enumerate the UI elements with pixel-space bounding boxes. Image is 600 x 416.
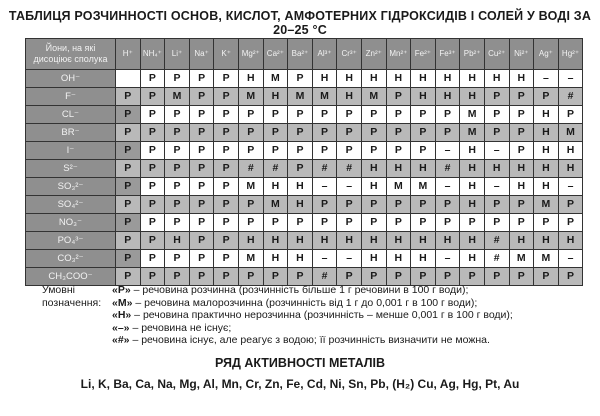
solubility-cell: # [238,160,263,178]
solubility-cell: – [558,250,583,268]
solubility-cell: Р [214,124,239,142]
legend-text: – речовина розчинна (розчинність більше 1 г речовини в 100 г води); [130,284,469,296]
solubility-cell: – [337,250,362,268]
solubility-cell: # [558,88,583,106]
cation-header: Zn²⁺ [361,39,386,70]
solubility-cell: Н [386,250,411,268]
cation-header: Fe²⁺ [411,39,436,70]
solubility-cell: – [484,178,509,196]
solubility-cell: Р [288,124,313,142]
solubility-cell: М [558,124,583,142]
solubility-cell: Н [263,178,288,196]
solubility-cell: Р [361,196,386,214]
solubility-cell: Р [116,124,141,142]
solubility-cell: Р [189,178,214,196]
solubility-cell: Р [214,196,239,214]
solubility-cell: Н [484,70,509,88]
solubility-cell: Р [116,160,141,178]
solubility-cell: М [534,250,559,268]
solubility-cell: Н [288,178,313,196]
solubility-cell: Р [165,214,190,232]
cation-header: Cr³⁺ [337,39,362,70]
solubility-cell: Р [361,106,386,124]
solubility-cell: Н [558,142,583,160]
solubility-cell: Р [288,70,313,88]
solubility-cell: Н [534,142,559,160]
solubility-cell: Р [238,214,263,232]
legend-text: – речовина малорозчинна (розчинність від 1 г до 0,001 г в 100 г води); [132,296,478,309]
table-header-row [26,39,583,70]
solubility-cell: Р [411,106,436,124]
solubility-cell: – [558,70,583,88]
solubility-cell: Р [558,196,583,214]
solubility-cell: Р [509,268,534,286]
solubility-cell: М [165,88,190,106]
solubility-cell: # [312,268,337,286]
solubility-cell: # [484,232,509,250]
legend-text: – речовина не існує; [129,321,232,334]
solubility-cell: Р [214,178,239,196]
solubility-cell: Н [386,160,411,178]
anion-label: S²⁻ [26,160,116,178]
solubility-cell: Р [140,196,165,214]
solubility-cell: Н [534,160,559,178]
cation-header: Li⁺ [165,39,190,70]
solubility-cell: # [312,160,337,178]
solubility-cell: Н [460,142,485,160]
solubility-cell: Р [140,142,165,160]
solubility-cell: Р [288,106,313,124]
solubility-cell: Н [411,70,436,88]
solubility-cell: Р [558,214,583,232]
solubility-cell: Р [140,232,165,250]
solubility-cell: Р [484,124,509,142]
solubility-cell: М [263,196,288,214]
solubility-cell: Н [534,178,559,196]
solubility-cell: Н [361,160,386,178]
solubility-cell: Р [214,106,239,124]
solubility-cell: Н [386,70,411,88]
solubility-cell: Р [214,88,239,106]
solubility-cell: Р [288,268,313,286]
solubility-cell: Р [361,268,386,286]
solubility-cell: Р [386,124,411,142]
solubility-cell: Р [116,178,141,196]
activity-series-title: РЯД АКТИВНОСТІ МЕТАЛІВ [214,356,386,370]
solubility-cell: Р [116,106,141,124]
solubility-cell: Р [509,214,534,232]
anion-label: CL⁻ [26,106,116,124]
solubility-cell: Р [140,124,165,142]
solubility-cell: – [337,178,362,196]
solubility-cell: Р [558,268,583,286]
solubility-cell: Н [411,232,436,250]
solubility-cell: Н [312,70,337,88]
anion-label: OH⁻ [26,70,116,88]
solubility-cell: Р [189,250,214,268]
solubility-cell: Р [189,160,214,178]
solubility-cell: Р [263,214,288,232]
solubility-cell: Р [140,214,165,232]
solubility-cell: Р [140,106,165,124]
solubility-cell: Н [460,88,485,106]
table-row [26,214,583,232]
solubility-cell: Р [140,160,165,178]
solubility-cell: Р [116,196,141,214]
solubility-cell: Р [263,268,288,286]
solubility-cell: Р [337,142,362,160]
solubility-cell: М [238,250,263,268]
solubility-cell: Н [411,250,436,268]
solubility-cell: Р [386,268,411,286]
solubility-cell: Р [189,196,214,214]
legend-symbol: «Р» [112,284,131,296]
solubility-cell: – [435,250,460,268]
solubility-cell: Р [189,70,214,88]
solubility-cell: Р [484,196,509,214]
table-row [26,178,583,196]
solubility-cell: Н [361,70,386,88]
anion-label: NO₃⁻ [26,214,116,232]
solubility-cell: Н [534,106,559,124]
solubility-cell: Р [411,196,436,214]
solubility-cell: Н [386,232,411,250]
anion-label: PO₄³⁻ [26,232,116,250]
cation-header: Ag⁺ [534,39,559,70]
solubility-cell: # [263,160,288,178]
solubility-cell: Р [312,124,337,142]
solubility-cell: Р [214,70,239,88]
solubility-cell: Р [312,142,337,160]
table-row [26,232,583,250]
solubility-cell: Р [337,196,362,214]
solubility-cell: Р [337,268,362,286]
solubility-cell: Р [386,214,411,232]
legend-symbol: «–» [112,321,130,334]
solubility-cell: Р [165,142,190,160]
legend-items [112,284,552,347]
solubility-cell: Н [460,196,485,214]
solubility-cell: Р [116,268,141,286]
solubility-cell: Р [288,160,313,178]
solubility-cell: Р [411,214,436,232]
solubility-cell: М [312,88,337,106]
solubility-cell: Н [263,250,288,268]
solubility-cell: Н [484,160,509,178]
solubility-cell: Н [509,178,534,196]
solubility-cell: Р [312,214,337,232]
solubility-cell: Н [238,232,263,250]
solubility-cell: Р [460,268,485,286]
solubility-cell: Н [558,232,583,250]
solubility-cell: Р [116,142,141,160]
solubility-cell: – [484,142,509,160]
solubility-cell: Н [509,70,534,88]
solubility-cell: М [263,70,288,88]
solubility-cell: Р [509,106,534,124]
anion-label: F⁻ [26,88,116,106]
table-row [26,124,583,142]
solubility-cell: Р [238,268,263,286]
page-title: ТАБЛИЦЯ РОЗЧИННОСТІ ОСНОВ, КИСЛОТ, АМФОТЕРНИХ ГІДРОКСИДІВ І СОЛЕЙ У ВОДІ ЗА 20–25 °С [8,9,592,37]
solubility-cell: Р [238,196,263,214]
solubility-cell: Н [337,232,362,250]
cation-header: Pb²⁺ [460,39,485,70]
solubility-cell: Н [361,232,386,250]
cation-header: Ca²⁺ [263,39,288,70]
solubility-cell: Р [484,268,509,286]
solubility-cell: Р [411,124,436,142]
solubility-cell: М [288,88,313,106]
solubility-cell: Р [312,196,337,214]
solubility-cell: М [460,106,485,124]
legend-text: – речовина існує, але реагує з водою; її розчинність визначити не можна. [129,334,490,346]
solubility-cell: Р [214,160,239,178]
solubility-cell: Н [509,232,534,250]
solubility-cell: Р [214,232,239,250]
anion-label: SO₃²⁻ [26,178,116,196]
solubility-cell: Р [189,268,214,286]
solubility-cell: Р [189,214,214,232]
legend-item [112,334,552,347]
legend-label: Умовні позначення: [42,284,102,309]
solubility-cell: Н [288,250,313,268]
solubility-cell: Р [361,124,386,142]
solubility-cell: Р [165,70,190,88]
table-row [26,160,583,178]
cation-header: Mg²⁺ [238,39,263,70]
solubility-cell: Р [116,250,141,268]
solubility-cell [116,70,141,88]
solubility-cell: Н [263,88,288,106]
solubility-cell: Р [165,124,190,142]
solubility-cell: Н [361,178,386,196]
solubility-cell: М [386,178,411,196]
solubility-cell: Р [189,232,214,250]
solubility-cell: М [509,250,534,268]
cation-header: NH₄⁺ [140,39,165,70]
solubility-cell: Р [386,106,411,124]
solubility-cell: Н [558,160,583,178]
solubility-cell: Н [435,232,460,250]
solubility-cell: Р [288,142,313,160]
solubility-cell: Р [165,106,190,124]
solubility-cell: Н [288,196,313,214]
solubility-cell: Р [386,88,411,106]
legend-text: – речовина практично нерозчинна (розчинність – менше 0,001 г в 100 г води); [131,309,513,321]
legend-item [112,284,552,297]
table-corner-label: Йони, на які дисоціює сполука [26,39,116,70]
cation-header: Hg²⁺ [558,39,583,70]
cation-header: Na⁺ [189,39,214,70]
solubility-cell: Р [361,142,386,160]
solubility-cell: Н [509,160,534,178]
solubility-cell: Р [435,124,460,142]
solubility-cell: Н [460,250,485,268]
solubility-cell: # [337,160,362,178]
solubility-cell: Р [534,268,559,286]
solubility-cell: Р [214,250,239,268]
solubility-cell: Р [337,214,362,232]
solubility-cell: Р [460,214,485,232]
table-row [26,106,583,124]
solubility-cell: Р [238,106,263,124]
solubility-cell: Р [558,106,583,124]
solubility-cell: М [411,178,436,196]
solubility-cell: Р [214,214,239,232]
solubility-cell: Н [435,70,460,88]
solubility-cell: Р [534,88,559,106]
solubility-cell: Н [534,232,559,250]
solubility-cell: Н [460,178,485,196]
solubility-cell: Р [238,124,263,142]
solubility-cell: М [460,124,485,142]
solubility-cell: Р [238,142,263,160]
cation-header: Mn²⁺ [386,39,411,70]
solubility-cell: Р [214,142,239,160]
solubility-cell: Р [214,268,239,286]
solubility-cell: Р [189,142,214,160]
anion-label: CO₃²⁻ [26,250,116,268]
solubility-cell: Р [263,106,288,124]
solubility-cell: Р [337,124,362,142]
solubility-cell: М [238,178,263,196]
table-row [26,142,583,160]
solubility-cell: Н [460,70,485,88]
table-row [26,70,583,88]
solubility-cell: Р [263,142,288,160]
solubility-cell: Р [140,268,165,286]
cation-header: Ni²⁺ [509,39,534,70]
cation-header: Al³⁺ [312,39,337,70]
cation-header: Cu²⁺ [484,39,509,70]
solubility-cell: # [484,250,509,268]
solubility-cell: Н [337,70,362,88]
solubility-cell: Р [386,196,411,214]
solubility-cell: Р [288,214,313,232]
solubility-cell: Н [460,160,485,178]
table-row [26,268,583,286]
solubility-cell: Н [460,232,485,250]
solubility-cell: Р [165,196,190,214]
solubility-cell: Н [534,124,559,142]
table-row [26,196,583,214]
solubility-cell: Р [140,70,165,88]
activity-series: Li, K, Ba, Ca, Na, Mg, Al, Mn, Cr, Zn, Fe, Cd, Ni, Sn, Pb, (H₂) Cu, Ag, Hg, Pt, Au [80,377,520,391]
cation-header: Fe³⁺ [435,39,460,70]
solubility-cell: Н [263,232,288,250]
solubility-cell: Н [435,88,460,106]
solubility-cell: Р [189,106,214,124]
solubility-cell: Р [509,124,534,142]
solubility-cell: Н [238,70,263,88]
solubility-table [25,38,583,286]
solubility-cell: Р [140,178,165,196]
solubility-cell: Р [411,142,436,160]
anion-label: BR⁻ [26,124,116,142]
solubility-cell: – [558,178,583,196]
cation-header: K⁺ [214,39,239,70]
solubility-cell: Р [509,142,534,160]
solubility-cell: Р [509,196,534,214]
solubility-cell: – [435,142,460,160]
solubility-cell: – [312,250,337,268]
solubility-cell: Р [116,88,141,106]
anion-label: SO₄²⁻ [26,196,116,214]
solubility-cell: – [312,178,337,196]
legend-symbol: «М» [112,296,133,309]
table-row [26,88,583,106]
solubility-cell: Р [484,214,509,232]
solubility-cell: Н [361,250,386,268]
solubility-cell: Н [411,88,436,106]
legend-item [112,297,552,310]
solubility-cell: Р [435,106,460,124]
solubility-cell: М [238,88,263,106]
solubility-cell: Н [165,232,190,250]
solubility-cell: – [435,178,460,196]
solubility-cell: Р [116,232,141,250]
solubility-cell: Р [189,88,214,106]
solubility-cell: Р [435,268,460,286]
legend-symbol: «Н» [112,309,132,321]
cation-header: Ba²⁺ [288,39,313,70]
solubility-cell: Р [165,250,190,268]
solubility-cell: Р [165,268,190,286]
anion-label: CH₃COO⁻ [26,268,116,286]
solubility-cell: Р [361,214,386,232]
legend-item [112,309,552,322]
anion-label: I⁻ [26,142,116,160]
solubility-cell: М [534,196,559,214]
solubility-cell: Н [288,232,313,250]
legend-item [112,322,552,335]
solubility-cell: Р [312,106,337,124]
solubility-cell: Р [435,196,460,214]
solubility-cell: # [435,160,460,178]
solubility-cell: Р [435,214,460,232]
solubility-cell: Р [484,88,509,106]
solubility-cell: Р [411,268,436,286]
solubility-cell: Р [534,214,559,232]
legend-symbol: «#» [112,334,130,346]
solubility-cell: Н [411,160,436,178]
solubility-cell: Р [484,106,509,124]
solubility-cell: Р [263,124,288,142]
solubility-cell: Р [337,106,362,124]
solubility-cell: Р [140,250,165,268]
solubility-cell: – [534,70,559,88]
solubility-cell: Р [140,88,165,106]
solubility-cell: Р [189,124,214,142]
cation-header: H⁺ [116,39,141,70]
table-row [26,250,583,268]
solubility-cell: Н [312,232,337,250]
solubility-cell: М [361,88,386,106]
solubility-cell: Р [165,160,190,178]
solubility-cell: Р [509,88,534,106]
solubility-cell: Р [116,214,141,232]
solubility-cell: Н [337,88,362,106]
solubility-cell: Р [386,142,411,160]
solubility-cell: Р [165,178,190,196]
